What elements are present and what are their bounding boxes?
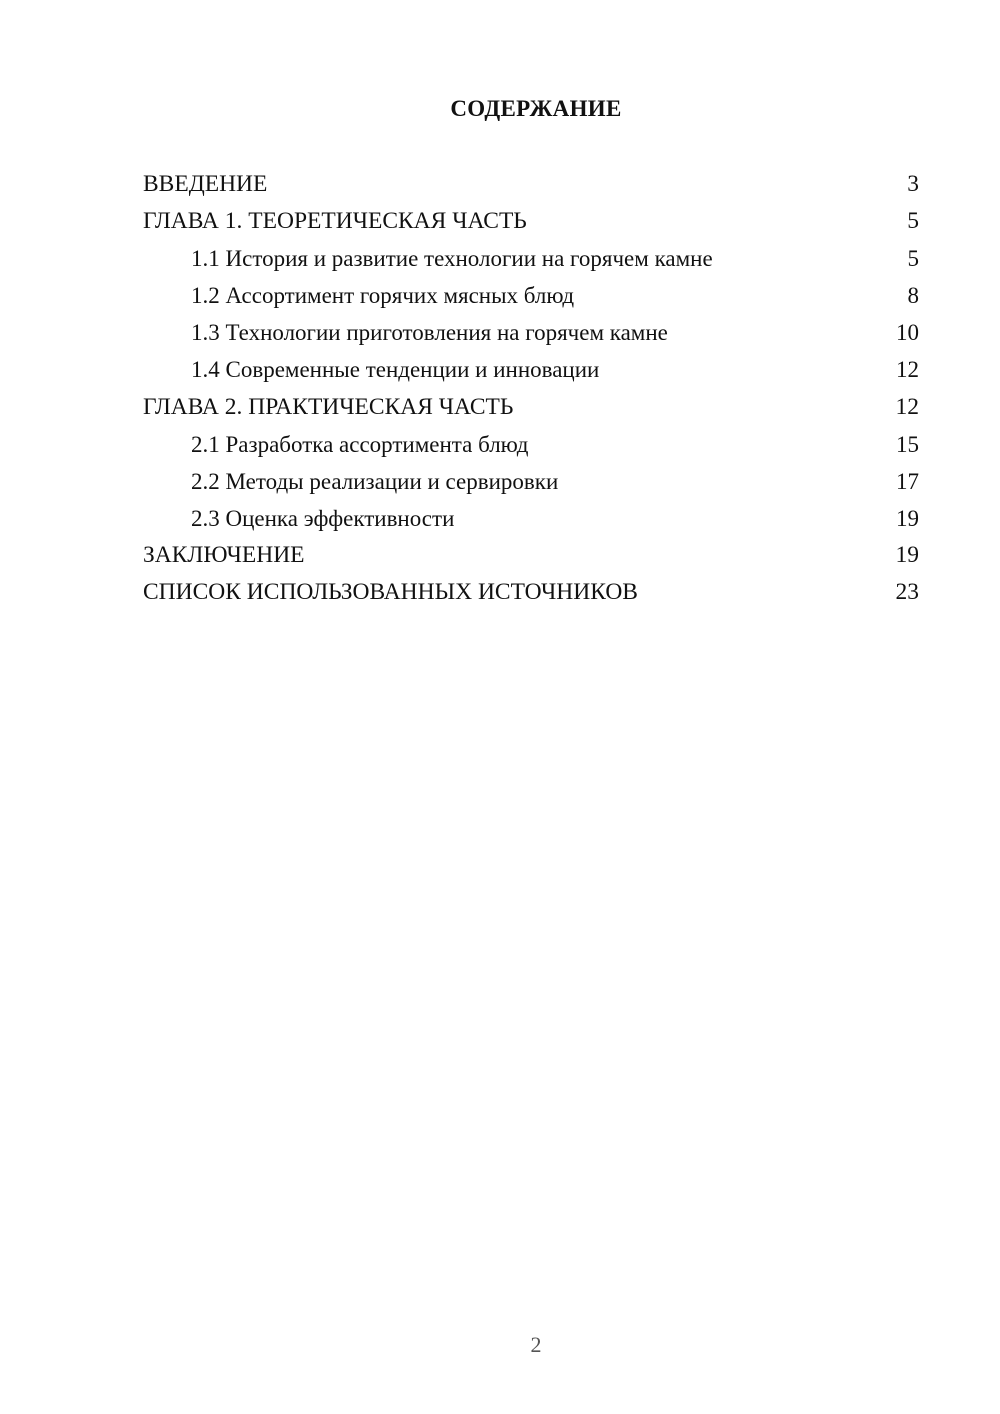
- toc-entry-label: 2.1 Разработка ассортимента блюд: [191, 431, 529, 457]
- toc-entry-label: ГЛАВА 1. ТЕОРЕТИЧЕСКАЯ ЧАСТЬ: [143, 208, 527, 235]
- toc-entry-label: 1.3 Технологии приготовления на горячем камне: [191, 320, 668, 346]
- toc-entry-label: 1.4 Современные тенденции и инновации: [191, 357, 600, 383]
- toc-entry-page: 5: [907, 246, 919, 272]
- toc-entry-conclusion: [143, 537, 919, 574]
- page-number: 2: [530, 1332, 542, 1357]
- toc-entry-label: ЗАКЛЮЧЕНИЕ: [143, 541, 305, 568]
- toc-entry-page: 19: [895, 541, 919, 568]
- toc-entry-page: 12: [896, 357, 919, 383]
- toc-entry-section-1-3: [143, 314, 919, 351]
- toc-entry-references: [143, 574, 919, 611]
- toc-entry-chapter-1: [143, 203, 919, 240]
- toc-entry-page: 10: [896, 320, 919, 346]
- toc-entry-section-1-4: [143, 351, 919, 388]
- toc-entry-page: 3: [907, 171, 919, 197]
- table-of-contents: [143, 166, 919, 611]
- toc-entry-label: ГЛАВА 2. ПРАКТИЧЕСКАЯ ЧАСТЬ: [143, 393, 514, 420]
- toc-entry-section-2-3: [143, 500, 919, 537]
- toc-entry-section-2-2: [143, 463, 919, 500]
- toc-entry-page: 12: [895, 393, 919, 420]
- toc-entry-chapter-2: [143, 389, 919, 426]
- toc-entry-label: 1.1 История и развитие технологии на горячем камне: [191, 246, 713, 272]
- toc-entry-introduction: [143, 166, 919, 203]
- toc-entry-label: 1.2 Ассортимент горячих мясных блюд: [191, 283, 575, 309]
- toc-entry-page: 15: [896, 431, 919, 457]
- toc-entry-label: ВВЕДЕНИЕ: [143, 171, 268, 197]
- toc-entry-label: 2.3 Оценка эффективности: [191, 505, 455, 531]
- toc-entry-section-2-1: [143, 426, 919, 463]
- toc-entry-section-1-2: [143, 277, 919, 314]
- toc-entry-page: 8: [907, 283, 919, 309]
- toc-entry-page: 5: [907, 208, 919, 235]
- toc-entry-page: 17: [896, 468, 919, 494]
- toc-entry-section-1-1: [143, 240, 919, 277]
- toc-entry-label: 2.2 Методы реализации и сервировки: [191, 468, 559, 494]
- toc-entry-page: 23: [895, 579, 919, 606]
- page-title: СОДЕРЖАНИЕ: [450, 96, 622, 121]
- toc-entry-label: СПИСОК ИСПОЛЬЗОВАННЫХ ИСТОЧНИКОВ: [143, 579, 638, 606]
- toc-entry-page: 19: [896, 505, 919, 531]
